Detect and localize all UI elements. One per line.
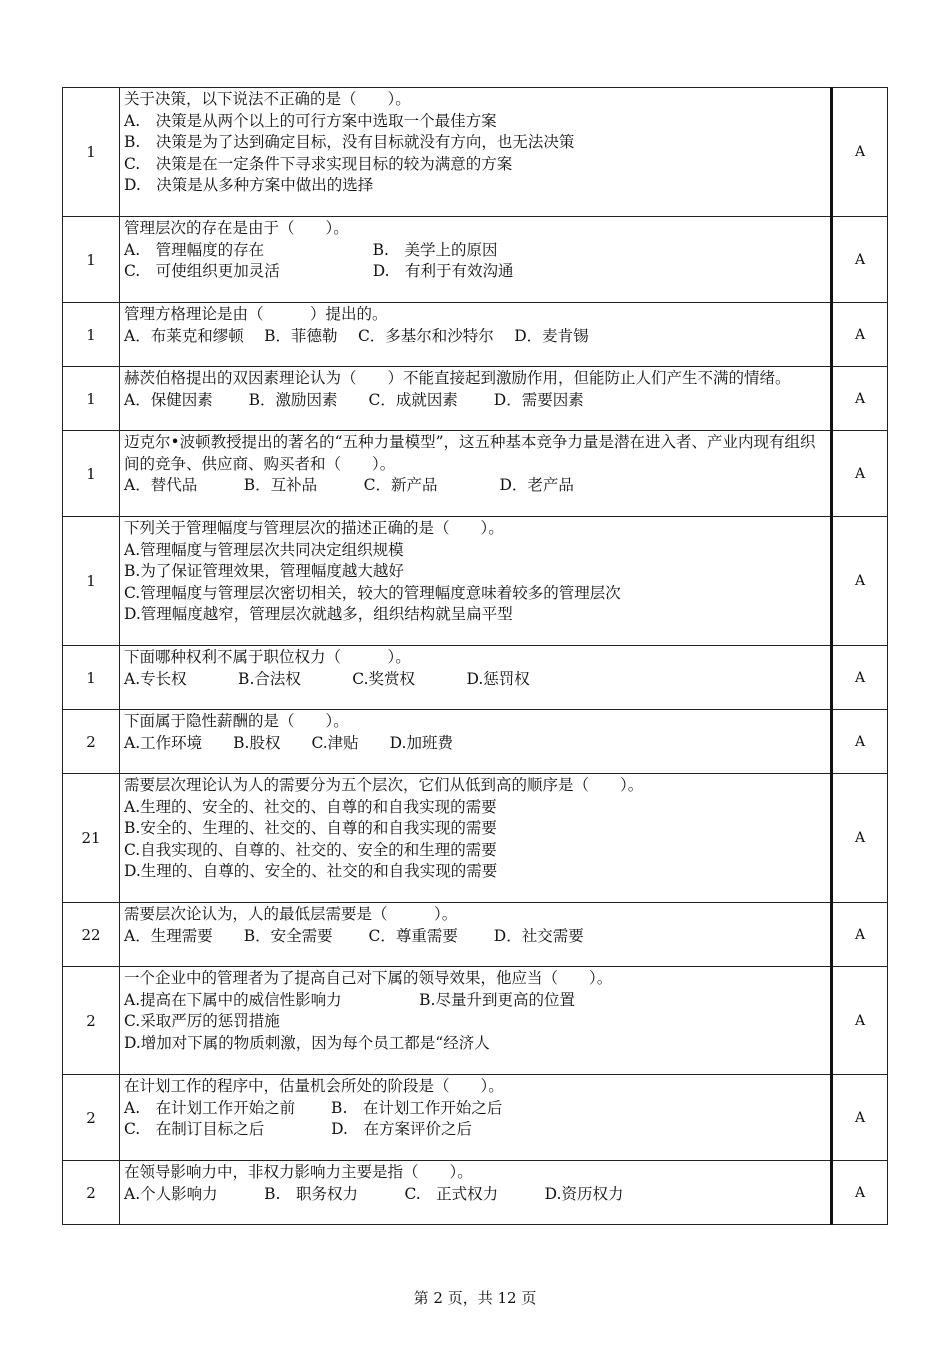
question-number: 1 <box>63 646 120 710</box>
question-option: A.工作环境 B.股权 C.津贴 D.加班费 <box>124 733 453 752</box>
question-row <box>63 431 888 517</box>
question-text <box>120 967 832 1075</box>
question-option: A.个人影响力 B. 职务权力 C. 正式权力 D.资历权力 <box>124 1184 624 1203</box>
question-option: A.生理的、安全的、社交的、自尊的和自我实现的需要 <box>124 797 497 816</box>
question-row <box>63 217 888 303</box>
question-option: A．布莱克和缪顿 B．菲德勒 C．多基尔和沙特尔 D．麦肯锡 <box>124 326 589 345</box>
question-stem: 管理层次的存在是由于（ ）。 <box>124 219 349 237</box>
question-option: A.提高在下属中的威信性影响力 B.尽量升到更高的位置 <box>124 990 575 1009</box>
question-option: A. 在计划工作开始之前 B. 在计划工作开始之后 <box>124 1098 503 1117</box>
question-option: B. 决策是为了达到确定目标，没有目标就没有方向，也无法决策 <box>124 133 575 151</box>
answer-cell: A <box>832 1161 888 1225</box>
question-text <box>120 303 832 367</box>
question-option: A.管理幅度与管理层次共同决定组织规模 <box>124 540 404 559</box>
question-number: 1 <box>63 303 120 367</box>
question-row <box>63 88 888 217</box>
question-option: A．替代品 B．互补品 C．新产品 D．老产品 <box>124 476 574 494</box>
page-footer: 第 2 页，共 12 页 <box>413 1289 537 1307</box>
question-text <box>120 517 832 646</box>
question-stem: 一个企业中的管理者为了提高自己对下属的领导效果，他应当（ ）。 <box>124 969 613 987</box>
question-number: 2 <box>63 1075 120 1161</box>
question-stem: 下面哪种权利不属于职位权力（ ）。 <box>124 648 411 666</box>
question-row <box>63 646 888 710</box>
question-row <box>63 903 888 967</box>
question-text <box>120 88 832 217</box>
question-number: 1 <box>63 517 120 646</box>
question-text <box>120 431 832 517</box>
question-row <box>63 1075 888 1161</box>
answer-cell: A <box>832 903 888 967</box>
question-text <box>120 646 832 710</box>
answer-cell: A <box>832 88 888 217</box>
question-stem: 迈克尔•波顿教授提出的著名的“五种力量模型”，这五种基本竞争力量是潜在进入者、产业内现有组织间的竞争、供应商、购买者和（ ）。 <box>124 433 816 473</box>
question-number: 2 <box>63 710 120 774</box>
question-row <box>63 774 888 903</box>
answer-cell: A <box>832 1075 888 1161</box>
question-option: A. 决策是从两个以上的可行方案中选取一个最佳方案 <box>124 111 497 130</box>
question-row <box>63 1161 888 1225</box>
answer-cell: A <box>832 431 888 517</box>
question-option: D.生理的、自尊的、安全的、社交的和自我实现的需要 <box>124 862 498 880</box>
question-option: C. 决策是在一定条件下寻求实现目标的较为满意的方案 <box>124 154 513 173</box>
question-option: A．保健因素 B．激励因素 C．成就因素 D．需要因素 <box>124 390 584 409</box>
question-number: 1 <box>63 367 120 431</box>
question-stem: 下面属于隐性薪酬的是（ ）。 <box>124 712 349 730</box>
answer-cell: A <box>832 967 888 1075</box>
question-stem: 在计划工作的程序中，估量机会所处的阶段是（ ）。 <box>124 1077 504 1095</box>
question-row <box>63 303 888 367</box>
answer-cell: A <box>832 774 888 903</box>
question-stem: 管理方格理论是由（ ）提出的。 <box>124 305 388 323</box>
answer-cell: A <box>832 367 888 431</box>
question-stem: 需要层次论认为，人的最低层需要是（ ）。 <box>124 905 458 923</box>
question-number: 1 <box>63 88 120 217</box>
question-row <box>63 367 888 431</box>
question-option: C. 可使组织更加灵活 D. 有利于有效沟通 <box>124 262 514 280</box>
answer-cell: A <box>832 710 888 774</box>
question-option: D.增加对下属的物质刺激，因为每个员工都是“经济人 <box>124 1033 490 1052</box>
question-option: C.采取严厉的惩罚措施 <box>124 1012 280 1030</box>
question-text <box>120 1161 832 1225</box>
answer-cell: A <box>832 303 888 367</box>
question-option: B.安全的、生理的、社交的、自尊的和自我实现的需要 <box>124 819 497 837</box>
question-number: 2 <box>63 1161 120 1225</box>
question-option: D. 决策是从多种方案中做出的选择 <box>124 176 374 194</box>
question-option: D.管理幅度越窄，管理层次就越多，组织结构就呈扁平型 <box>124 605 513 623</box>
question-text <box>120 217 832 303</box>
question-option: A．生理需要 B．安全需要 C．尊重需要 D．社交需要 <box>124 926 584 945</box>
question-stem: 在领导影响力中，非权力影响力主要是指（ ）。 <box>124 1163 473 1181</box>
answer-cell: A <box>832 646 888 710</box>
answer-cell: A <box>832 217 888 303</box>
question-number: 2 <box>63 967 120 1075</box>
question-option: C. 在制订目标之后 D. 在方案评价之后 <box>124 1120 472 1138</box>
question-stem: 赫茨伯格提出的双因素理论认为（ ）不能直接起到激励作用，但能防止人们产生不满的情绪。 <box>124 369 791 387</box>
question-number: 21 <box>63 774 120 903</box>
question-stem: 关于决策，以下说法不正确的是（ ）。 <box>124 90 411 108</box>
question-text <box>120 903 832 967</box>
question-row <box>63 710 888 774</box>
answer-cell: A <box>832 517 888 646</box>
question-option: B.为了保证管理效果，管理幅度越大越好 <box>124 562 404 580</box>
question-number: 22 <box>63 903 120 967</box>
question-text <box>120 367 832 431</box>
question-number: 1 <box>63 431 120 517</box>
question-option: C.自我实现的、自尊的、社交的、安全的和生理的需要 <box>124 840 497 859</box>
question-text <box>120 710 832 774</box>
question-text <box>120 774 832 903</box>
question-option: A. 管理幅度的存在 B. 美学上的原因 <box>124 240 498 259</box>
question-table <box>62 87 888 1225</box>
question-stem: 下列关于管理幅度与管理层次的描述正确的是（ ）。 <box>124 519 504 537</box>
question-row <box>63 967 888 1075</box>
question-option: A.专长权 B.合法权 C.奖赏权 D.惩罚权 <box>124 669 530 688</box>
question-stem: 需要层次理论认为人的需要分为五个层次，它们从低到高的顺序是（ ）。 <box>124 776 644 794</box>
question-number: 1 <box>63 217 120 303</box>
question-row <box>63 517 888 646</box>
question-text <box>120 1075 832 1161</box>
question-option: C.管理幅度与管理层次密切相关，较大的管理幅度意味着较多的管理层次 <box>124 583 621 602</box>
